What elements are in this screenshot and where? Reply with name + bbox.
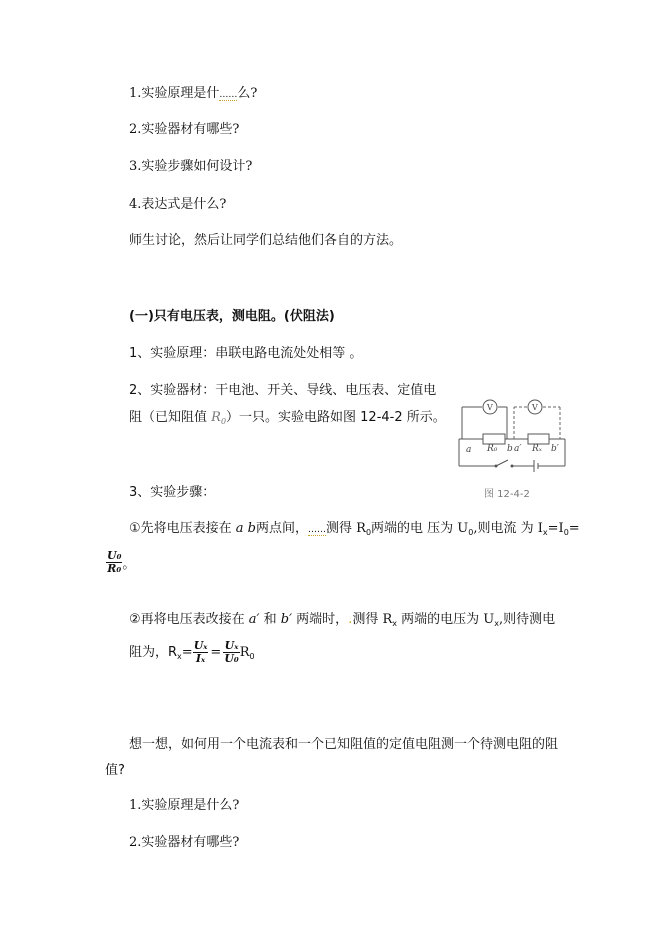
materials-line-1: 2、实验器材：干电池、开关、导线、电压表、定值电	[129, 383, 437, 398]
ux-over-u0: $\frac{\text{Uₓ}}{\text{U₀}}$	[224, 639, 239, 665]
question-2: 2.实验器材有哪些?	[129, 122, 240, 137]
bottom-question-1: 1.实验原理是什么?	[129, 798, 240, 813]
figure-caption: 图 12-4-2	[484, 489, 530, 500]
question-1-dots: ……	[219, 90, 238, 100]
voltmeter-2-label: V	[532, 403, 538, 412]
u0-over-r0: $\frac{\text{U₀}}{\text{R₀}}$	[107, 549, 122, 575]
question-1-text: 1.实验原理是什	[129, 86, 220, 101]
bottom-question-2: 2.实验器材有哪些?	[129, 835, 240, 850]
question-1-end: 么?	[237, 86, 258, 101]
voltmeter-1-label: V	[487, 403, 493, 412]
label-a-prime: a′	[514, 444, 522, 454]
circuit-diagram	[452, 394, 572, 486]
materials-r0: $R_0$	[211, 410, 227, 426]
resistor-rx	[528, 434, 549, 444]
think-line-1: 想一想，如何用一个电流表和一个已知阻值的定值电阻测一个待测电阻的阻	[129, 737, 559, 752]
result-formula: 阻为，$R_x=$ $\frac{\text{Uₓ}}{\text{Iₓ}}$ = $\frac{\text{Uₓ}}{\text{U₀}}$ $R_0$	[129, 639, 255, 665]
resistor-r0	[483, 434, 505, 444]
ux-over-ix: $\frac{\text{Uₓ}}{\text{Iₓ}}$	[193, 639, 208, 665]
materials-line-2-b: ）一只。实验电路如图 12-4-2 所示。	[226, 410, 446, 425]
materials-line-2	[129, 409, 446, 431]
principle-text: 1、实验原理：串联电路电流处处相等 。	[129, 346, 363, 361]
steps-title: 3、实验步骤：	[129, 485, 216, 500]
label-r0: R₀	[487, 444, 498, 454]
question-1	[129, 85, 257, 104]
label-b-prime: b′	[551, 444, 559, 454]
discussion-text: 师生讨论，然后让同学们总结他们各自的方法。	[129, 233, 403, 248]
step-1-fraction: $\frac{\text{U₀}}{\text{R₀}}$ 。	[107, 549, 136, 575]
question-3: 3.实验步骤如何设计?	[129, 159, 253, 174]
think-line-2: 值?	[105, 763, 125, 778]
materials-line-2-a: 阻（已知阻值	[129, 410, 212, 425]
label-a: a	[466, 445, 472, 455]
label-b: b	[507, 444, 513, 454]
question-4: 4.表达式是什么?	[129, 197, 227, 212]
section-title: (一)只有电压表，测电阻。(伏阻法)	[129, 309, 335, 324]
label-rx: Rₓ	[532, 444, 542, 454]
step-1: ①先将电压表接在 a b两点间，……测得 $R_0$两端的电 压为 $U_0$,则电流 为 $I_x=I_0=$	[129, 521, 580, 537]
step-2: ②再将电压表改接在 a′ 和 b′ 两端时，.测得 $R_x$ 两端的电压为 $U_x$,则待测电	[129, 612, 556, 628]
